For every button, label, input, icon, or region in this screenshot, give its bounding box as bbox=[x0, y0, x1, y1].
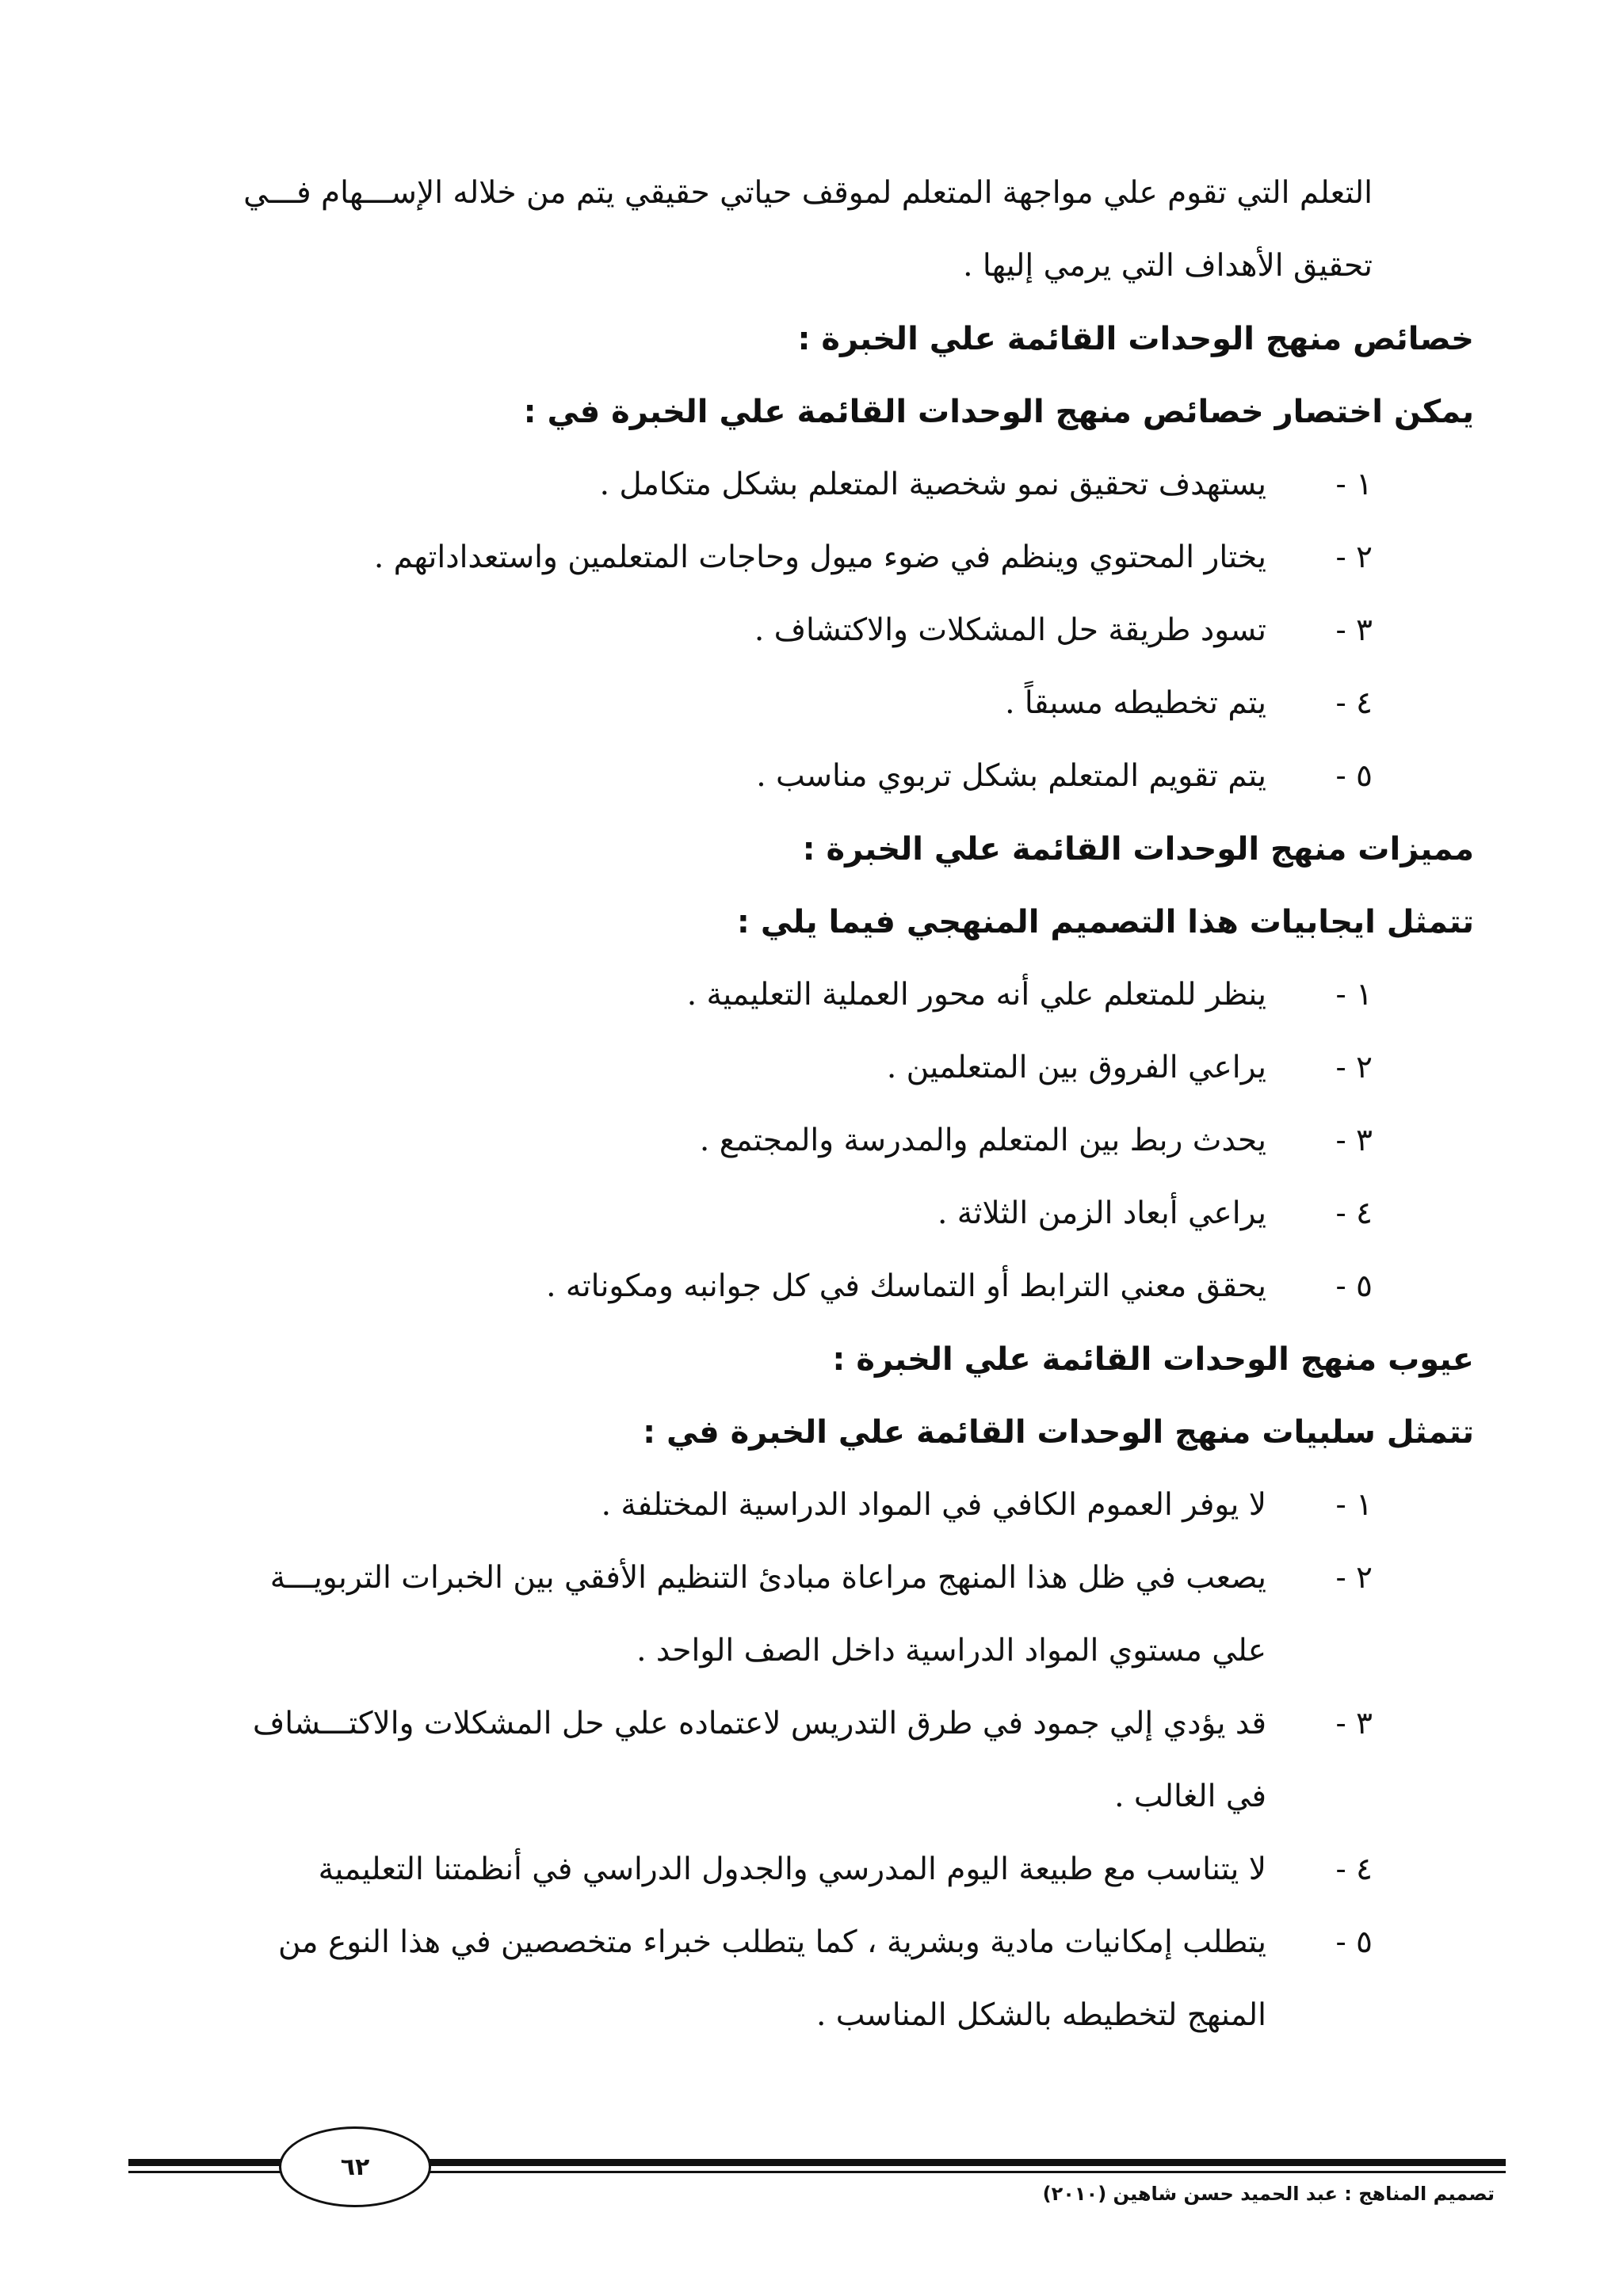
item-number: ٥ - bbox=[1335, 758, 1373, 794]
item-number: ٥ - bbox=[1335, 1268, 1373, 1304]
footer-caption: تصميم المناهج : عبد الحميد حسن شاهين (٢٠١٠) bbox=[1042, 2183, 1495, 2205]
page-body bbox=[158, 157, 1474, 2052]
item-text-line-2: علي مستوي المواد الدراسية داخل الصف الواحد . bbox=[636, 1633, 1266, 1669]
item-number: ١ - bbox=[1335, 977, 1373, 1013]
item-number: ٣ - bbox=[1335, 1123, 1373, 1158]
list-item bbox=[158, 667, 1474, 740]
list-item bbox=[158, 740, 1474, 813]
item-text: لا يوفر العموم الكافي في المواد الدراسية المختلفة . bbox=[601, 1487, 1266, 1523]
disadvantages-list bbox=[158, 1469, 1474, 2052]
item-number: ٢ - bbox=[1335, 1050, 1373, 1085]
item-text-line-2: المنهج لتخطيطه بالشكل المناسب . bbox=[815, 1997, 1266, 2033]
list-item bbox=[158, 959, 1474, 1032]
list-item bbox=[158, 1177, 1474, 1250]
item-number: ٢ - bbox=[1335, 1560, 1373, 1596]
item-number: ٤ - bbox=[1335, 1196, 1373, 1231]
disadvantages-heading: عيوب منهج الوحدات القائمة علي الخبرة : bbox=[832, 1341, 1474, 1378]
list-item bbox=[158, 1833, 1474, 1906]
intro-line-1: التعلم التي تقوم علي مواجهة المتعلم لموقف حياتي حقيقي يتم من خلاله الإســـهام فـــي bbox=[243, 175, 1373, 211]
features-list bbox=[158, 448, 1474, 813]
advantages-list bbox=[158, 959, 1474, 1323]
item-text-line-2: في الغالب . bbox=[1114, 1779, 1266, 1814]
item-text: يراعي الفروق بين المتعلمين . bbox=[886, 1050, 1266, 1085]
item-text: يتم تقويم المتعلم بشكل تربوي مناسب . bbox=[756, 758, 1266, 794]
item-text: يستهدف تحقيق نمو شخصية المتعلم بشكل متكامل . bbox=[599, 467, 1266, 502]
advantages-subheading: تتمثل ايجابيات هذا التصميم المنهجي فيما يلي : bbox=[736, 904, 1474, 940]
item-text: ينظر للمتعلم علي أنه محور العملية التعليمية . bbox=[686, 977, 1266, 1013]
disadvantages-subheading: تتمثل سلبيات منهج الوحدات القائمة علي الخبرة في : bbox=[643, 1414, 1474, 1451]
item-text: يحقق معني الترابط أو التماسك في كل جوانبه ومكوناته . bbox=[546, 1268, 1266, 1304]
list-item bbox=[158, 1542, 1474, 1688]
list-item bbox=[158, 448, 1474, 521]
list-item bbox=[158, 594, 1474, 667]
item-text: يتم تخطيطه مسبقاً . bbox=[1005, 685, 1266, 721]
list-item bbox=[158, 521, 1474, 594]
item-number: ٣ - bbox=[1335, 1706, 1373, 1741]
item-text-line-1: قد يؤدي إلي جمود في طرق التدريس لاعتماده علي حل المشكلات والاكتـــشاف bbox=[252, 1706, 1266, 1741]
item-number: ١ - bbox=[1335, 1487, 1373, 1523]
features-heading: خصائص منهج الوحدات القائمة علي الخبرة : bbox=[797, 321, 1474, 357]
advantages-heading: مميزات منهج الوحدات القائمة علي الخبرة : bbox=[802, 831, 1474, 868]
list-item bbox=[158, 1688, 1474, 1833]
item-text: لا يتناسب مع طبيعة اليوم المدرسي والجدول الدراسي في أنظمتنا التعليمية bbox=[318, 1852, 1266, 1887]
list-item bbox=[158, 1104, 1474, 1177]
list-item bbox=[158, 1906, 1474, 2052]
item-text: يحدث ربط بين المتعلم والمدرسة والمجتمع . bbox=[699, 1123, 1266, 1158]
intro-line-2: تحقيق الأهداف التي يرمي إليها . bbox=[963, 248, 1373, 284]
intro-paragraph bbox=[158, 157, 1474, 303]
item-number: ٤ - bbox=[1335, 1852, 1373, 1887]
list-item bbox=[158, 1032, 1474, 1104]
item-number: ٥ - bbox=[1335, 1924, 1373, 1960]
item-text-line-1: يتطلب إمكانيات مادية وبشرية ، كما يتطلب خبراء متخصصين في هذا النوع من bbox=[277, 1924, 1266, 1960]
item-number: ٣ - bbox=[1335, 612, 1373, 648]
page-number bbox=[279, 2126, 431, 2207]
item-number: ٢ - bbox=[1335, 540, 1373, 575]
item-number: ٤ - bbox=[1335, 685, 1373, 721]
item-text: تسود طريقة حل المشكلات والاكتشاف . bbox=[754, 612, 1266, 648]
item-text-line-1: يصعب في ظل هذا المنهج مراعاة مبادئ التنظيم الأفقي بين الخبرات التربويـــة bbox=[269, 1560, 1266, 1596]
features-subheading: يمكن اختصار خصائص منهج الوحدات القائمة علي الخبرة في : bbox=[523, 394, 1474, 430]
list-item bbox=[158, 1469, 1474, 1542]
item-text: يراعي أبعاد الزمن الثلاثة . bbox=[937, 1196, 1266, 1231]
item-number: ١ - bbox=[1335, 467, 1373, 502]
list-item bbox=[158, 1250, 1474, 1323]
item-text: يختار المحتوي وينظم في ضوء ميول وحاجات المتعلمين واستعداداتهم . bbox=[373, 540, 1266, 575]
page-number-text: ٦٢ bbox=[340, 2153, 370, 2181]
